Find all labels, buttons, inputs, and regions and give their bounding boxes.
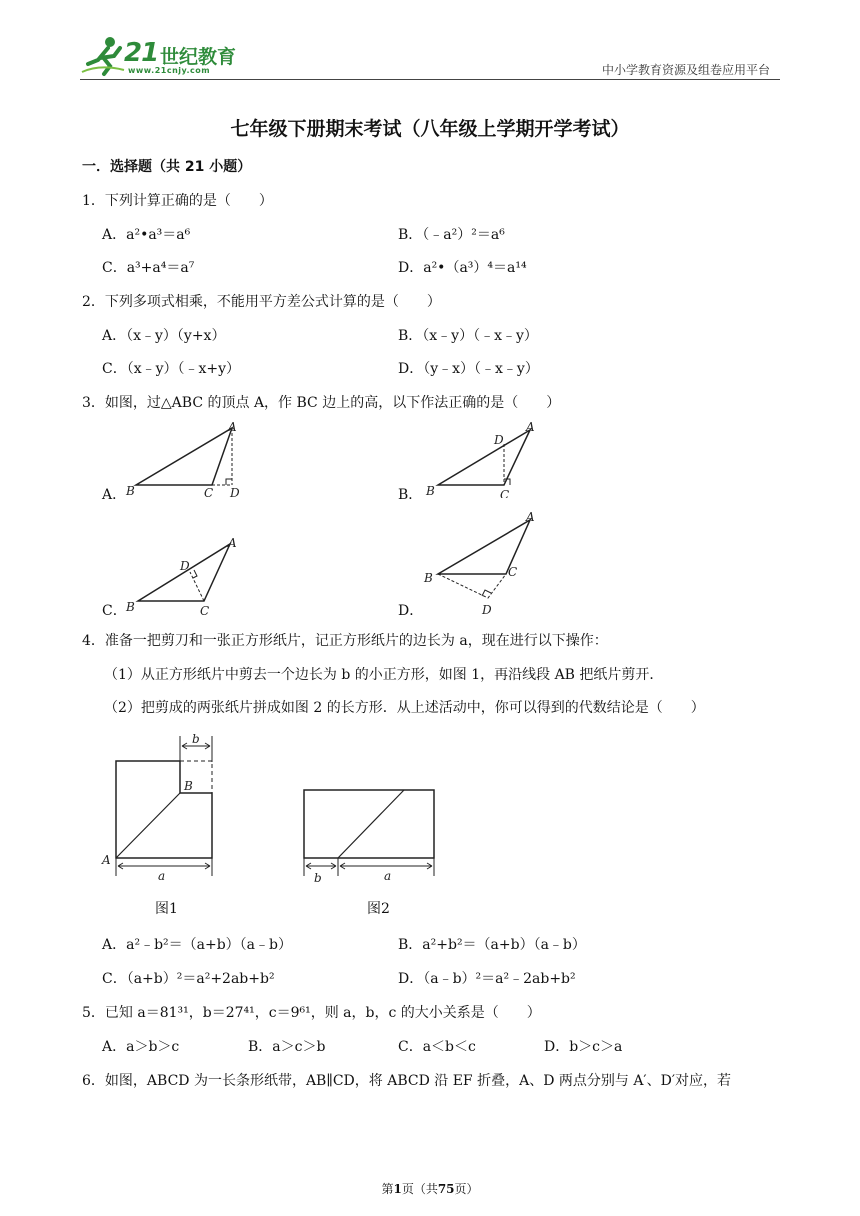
footer-suffix: 页） <box>454 1182 479 1196</box>
point-label-b: B <box>426 484 435 498</box>
question-2-option-b: B．（x﹣y）（﹣x﹣y） <box>398 328 538 344</box>
question-4-option-a: A．a²﹣b²＝（a+b）（a﹣b） <box>102 937 292 953</box>
question-6-stem: 6．如图，ABCD 为一长条形纸带，AB∥CD，将 ABCD 沿 EF 折叠，A、D 两点分别与 A′、D′对应，若 <box>82 1073 732 1089</box>
point-label-c: C <box>500 488 510 498</box>
logo-number: 21 <box>124 38 159 68</box>
question-1-stem: 1．下列计算正确的是（ ） <box>82 193 273 209</box>
footer-total-pages: 75 <box>437 1182 455 1196</box>
logo-runner-icon <box>80 34 126 78</box>
question-3-figure-b <box>418 418 548 498</box>
header-divider <box>80 79 780 80</box>
point-label-a: A <box>228 420 237 434</box>
question-4-option-c: C．（a+b）²＝a²+2ab+b² <box>102 971 275 987</box>
figure-1-label-b: b <box>192 732 200 746</box>
point-label-a: A <box>526 420 535 434</box>
question-3-option-b: B． <box>398 487 423 503</box>
point-label-a: A <box>526 510 535 524</box>
figure-1-caption: 图1 <box>155 901 178 917</box>
point-label-b: B <box>424 571 433 585</box>
point-label-c: C <box>200 604 210 618</box>
figure-1-label-a: a <box>158 869 166 883</box>
page-footer <box>0 1180 860 1197</box>
question-4-step-2: （2）把剪成的两张纸片拼成如图 2 的长方形．从上述活动中，你可以得到的代数结论是（ ） <box>104 700 705 716</box>
question-1-option-c: C．a³+a⁴＝a⁷ <box>102 260 195 276</box>
page-title: 七年级下册期末考试（八年级上学期开学考试） <box>230 118 630 140</box>
footer-prefix: 第 <box>381 1182 394 1196</box>
question-2-option-d: D．（y﹣x）（﹣x﹣y） <box>398 361 539 377</box>
question-5-option-c: C．a＜b＜c <box>398 1039 476 1055</box>
point-label-d: D <box>180 559 190 573</box>
question-2-option-c: C．（x﹣y）（﹣x+y） <box>102 361 241 377</box>
figure-2-label-a: a <box>384 869 392 883</box>
question-3-figure-a <box>120 418 250 498</box>
question-1-option-b: B．（﹣a²）²＝a⁶ <box>398 227 505 243</box>
question-4-figure-1 <box>98 728 230 884</box>
question-3-option-c: C． <box>102 603 127 619</box>
figure-1-label-B: B <box>184 779 193 793</box>
question-4-step-1: （1）从正方形纸片中剪去一个边长为 b 的小正方形，如图 1，再沿线段 AB 把纸片剪开． <box>104 667 664 683</box>
question-1-option-a: A．a²•a³＝a⁶ <box>102 227 191 243</box>
point-label-c: C <box>508 565 518 579</box>
question-5-option-a: A．a＞b＞c <box>102 1039 180 1055</box>
footer-page-number: 1 <box>393 1182 402 1196</box>
question-3-option-d: D． <box>398 603 424 619</box>
section-heading: 一．选择题（共 21 小题） <box>82 159 252 175</box>
figure-2-caption: 图2 <box>367 901 390 917</box>
point-label-c: C <box>204 486 214 498</box>
question-1-option-d: D．a²•（a³）⁴＝a¹⁴ <box>398 260 527 276</box>
point-label-d: D <box>230 486 240 498</box>
point-label-d: D <box>494 433 504 447</box>
point-label-d: D <box>482 603 492 617</box>
footer-mid: 页（共 <box>401 1182 438 1196</box>
logo-text: 世纪教育 <box>160 46 237 68</box>
question-2-option-a: A．（x﹣y）（y+x） <box>102 328 226 344</box>
question-3-figure-d <box>418 506 548 618</box>
figure-2-label-b: b <box>314 871 322 885</box>
question-4-option-b: B．a²+b²＝（a+b）（a﹣b） <box>398 937 586 953</box>
figure-1-label-A: A <box>102 853 111 867</box>
question-3-stem: 3．如图，过△ABC 的顶点 A，作 BC 边上的高，以下作法正确的是（ ） <box>82 395 561 411</box>
point-label-b: B <box>126 600 135 614</box>
question-3-figure-c <box>120 534 250 618</box>
question-2-stem: 2．下列多项式相乘，不能用平方差公式计算的是（ ） <box>82 294 441 310</box>
question-5-option-b: B．a＞c＞b <box>248 1039 326 1055</box>
logo-url: www.21cnjy.com <box>128 66 211 75</box>
question-5-option-d: D．b＞c＞a <box>544 1039 623 1055</box>
question-4-figure-2 <box>298 784 442 888</box>
header-platform-text: 中小学教育资源及组卷应用平台 <box>601 63 770 77</box>
point-label-a: A <box>228 536 237 550</box>
question-4-option-d: D．（a﹣b）²＝a²﹣2ab+b² <box>398 971 576 987</box>
point-label-b: B <box>126 484 135 498</box>
question-5-stem: 5．已知 a＝81³¹，b＝27⁴¹，c＝9⁶¹，则 a，b，c 的大小关系是（ ） <box>82 1005 541 1021</box>
question-4-stem: 4．准备一把剪刀和一张正方形纸片，记正方形纸片的边长为 a，现在进行以下操作： <box>82 633 608 649</box>
question-3-option-a: A． <box>102 487 127 503</box>
